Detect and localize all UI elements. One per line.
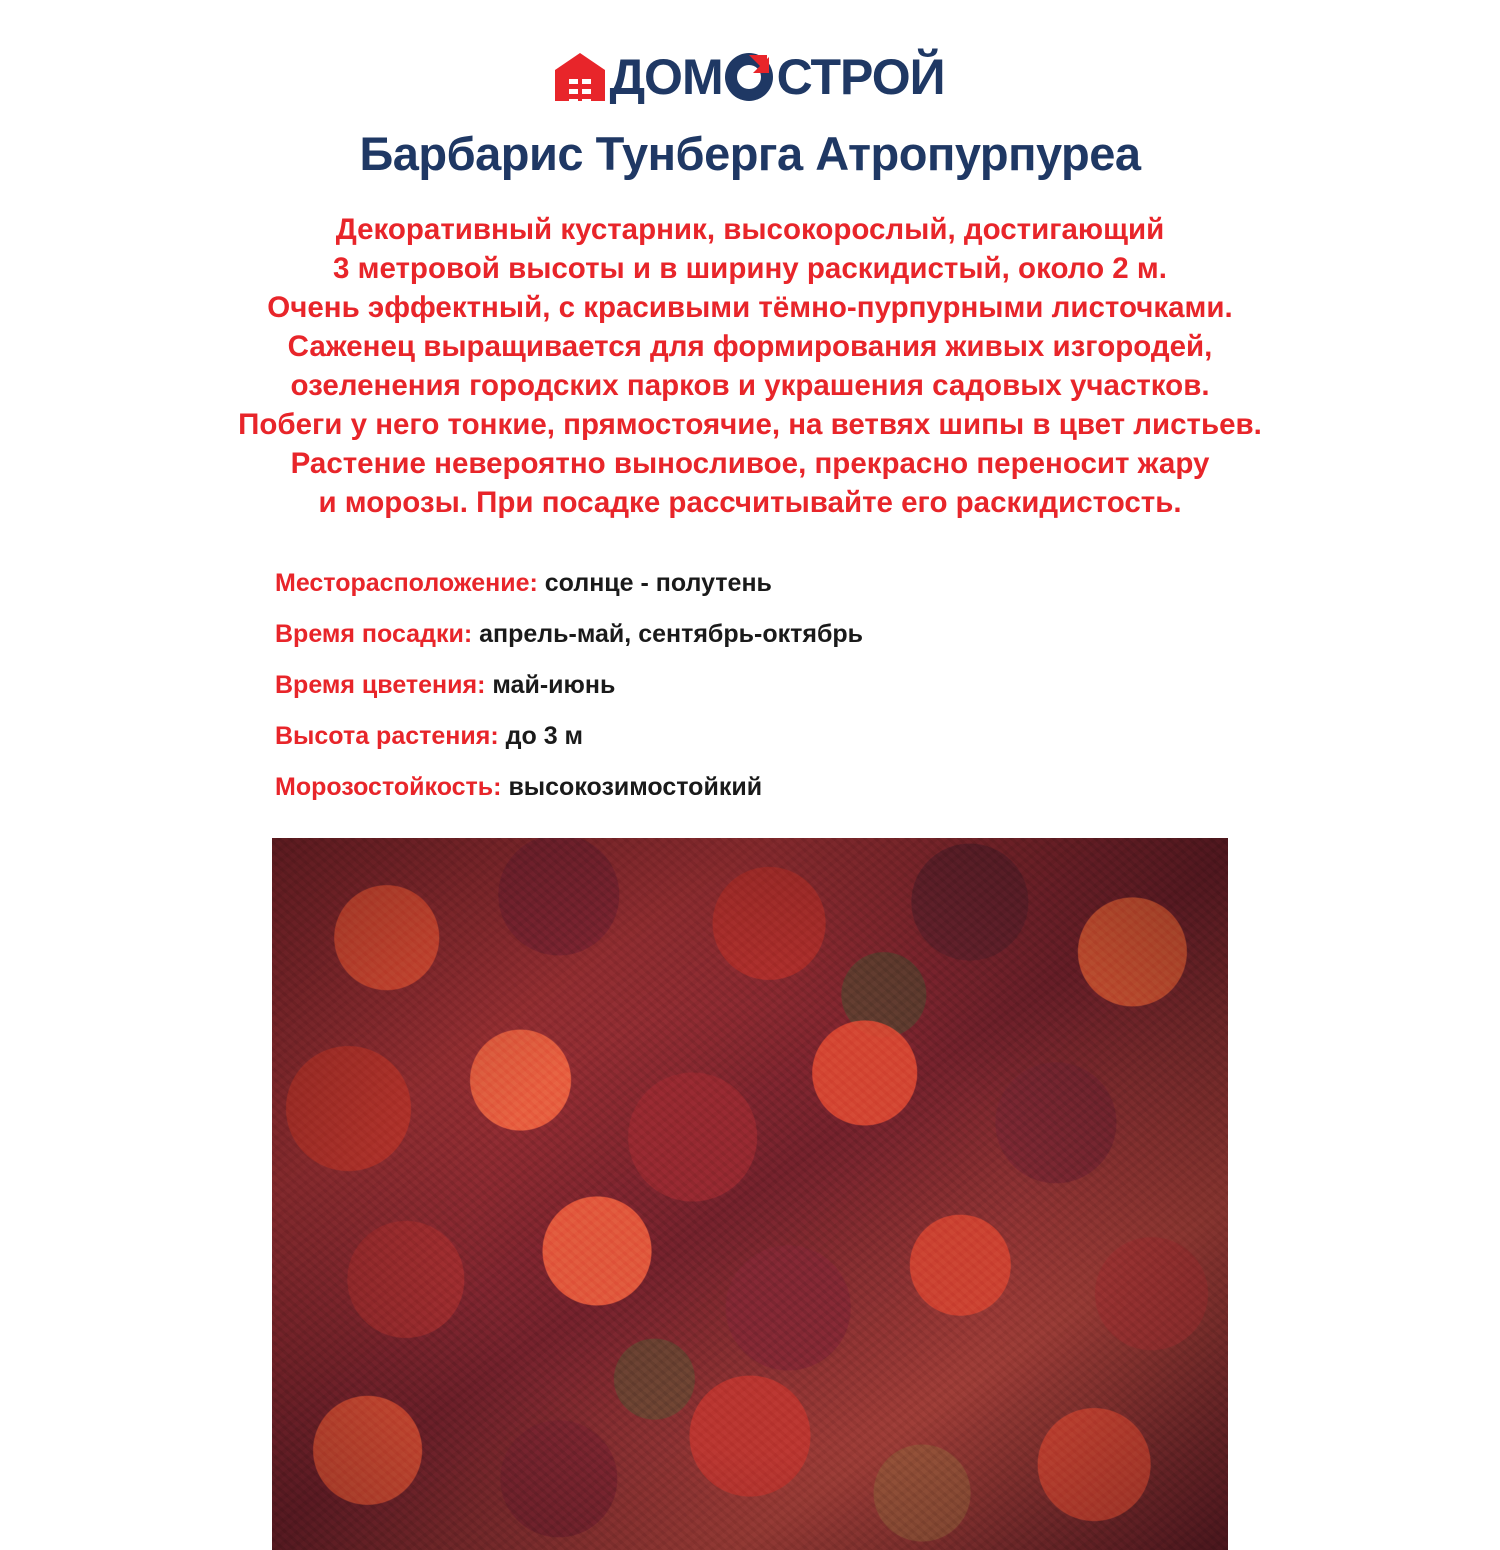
page-title: Барбарис Тунберга Атропурпуреа — [359, 127, 1141, 180]
spec-label: Высота растения: — [275, 721, 499, 750]
description-line: Декоративный кустарник, высокорослый, достигающий — [335, 213, 1165, 247]
product-photo — [272, 838, 1228, 1550]
spec-value: май-июнь — [492, 670, 616, 699]
spec-row — [275, 721, 1500, 750]
product-description — [0, 211, 1500, 523]
description-line: Растение невероятно выносливое, прекрасно переносит жару — [290, 446, 1210, 480]
spec-row — [275, 568, 1500, 597]
brand-name-part2: СТРОЙ — [776, 49, 945, 105]
spec-label: Время цветения: — [275, 670, 486, 699]
spec-row — [275, 619, 1500, 648]
description-line: Очень эффектный, с красивыми тёмно-пурпурными листочками. — [267, 291, 1233, 325]
spec-value: до 3 м — [505, 721, 584, 750]
spec-value: высокозимостойкий — [508, 772, 763, 801]
description-line: озеленения городских парков и украшения садовых участков. — [290, 368, 1210, 402]
brand-logo — [0, 48, 1500, 106]
brand-name-part1: ДОМ — [609, 49, 723, 105]
photo-vignette — [272, 838, 1228, 1550]
o-mark-icon — [723, 51, 777, 103]
spec-row — [275, 670, 1500, 699]
house-icon — [555, 51, 607, 103]
description-line: Саженец выращивается для формирования живых изгородей, — [287, 329, 1213, 363]
spec-row — [275, 772, 1500, 801]
spec-value: солнце - полутень — [544, 568, 772, 597]
description-line: и морозы. При посадке рассчитывайте его раскидистость. — [318, 485, 1182, 519]
spec-label: Время посадки: — [275, 619, 473, 648]
spec-value: апрель-май, сентябрь-октябрь — [479, 619, 864, 648]
spec-label: Морозостойкость: — [275, 772, 502, 801]
description-line: 3 метровой высоты и в ширину раскидистый, около 2 м. — [333, 252, 1167, 286]
brand-wordmark — [609, 51, 944, 103]
product-card-page — [0, 48, 1500, 1548]
spec-label: Месторасположение: — [275, 568, 538, 597]
spec-list — [0, 568, 1500, 801]
description-line: Побеги у него тонкие, прямостоячие, на ветвях шипы в цвет листьев. — [238, 407, 1262, 441]
